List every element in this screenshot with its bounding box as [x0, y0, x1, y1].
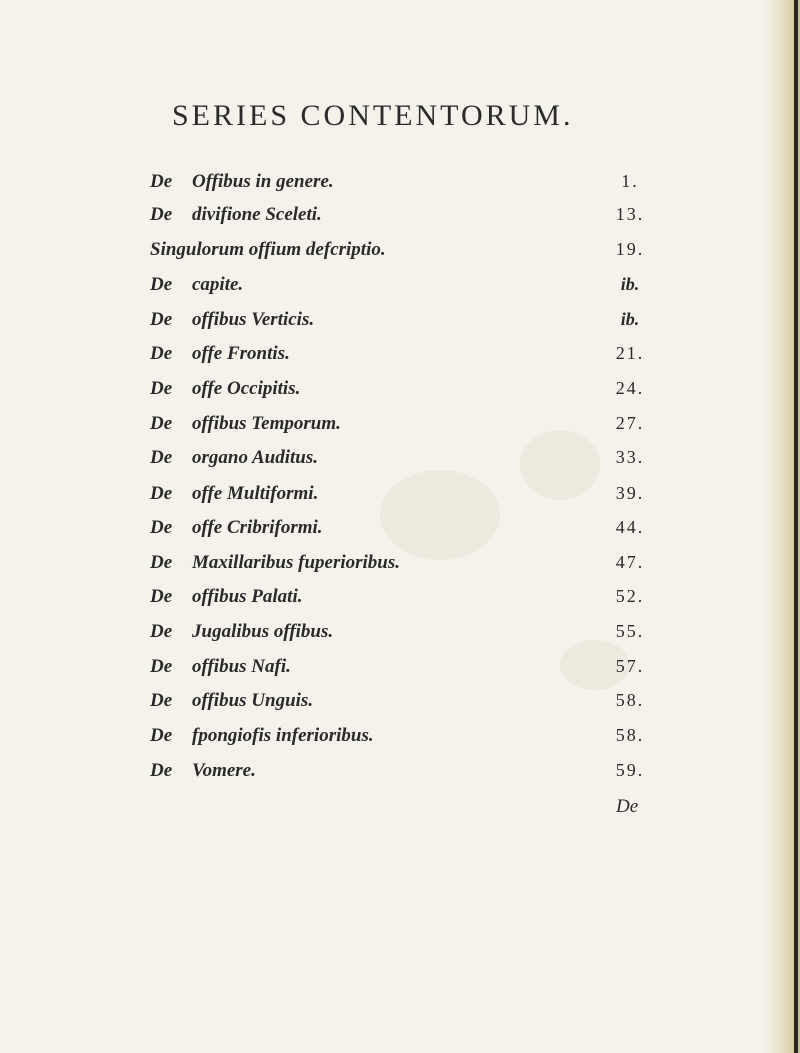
entry-title: fpongiofis inferioribus. [192, 725, 374, 746]
entry-page-number: 55. [615, 621, 645, 641]
entry-title: capite. [192, 274, 244, 295]
entry-title: Offibus in genere. [192, 171, 334, 192]
entry-page-number: 57. [615, 656, 645, 676]
entry-title: Maxillaribus fuperioribus. [192, 552, 400, 573]
toc-entry [150, 760, 660, 794]
entry-prefix: De [150, 586, 173, 607]
catchword: De [616, 796, 639, 817]
toc-entry [150, 343, 660, 377]
entry-page-number: 33. [615, 447, 645, 467]
entry-prefix: De [150, 656, 173, 677]
toc-entry [150, 378, 660, 412]
toc-entry [150, 171, 660, 205]
entry-page-number: 58. [615, 690, 645, 710]
entry-page-number: 1. [621, 171, 639, 191]
entry-title: offibus Palati. [192, 586, 303, 607]
toc-entry [150, 656, 660, 690]
toc-entry [150, 309, 660, 343]
entry-title: offibus Verticis. [192, 309, 315, 330]
entry-title: divifione Sceleti. [192, 204, 322, 225]
entry-title: offe Occipitis. [192, 378, 301, 399]
entry-page-number: 44. [615, 517, 645, 537]
toc-entry [150, 621, 660, 655]
entry-prefix: De [150, 725, 173, 746]
entry-title: offibus Unguis. [192, 690, 314, 711]
entry-prefix: De [150, 447, 173, 468]
entry-page-number: 21. [615, 343, 645, 363]
toc-entry [150, 274, 660, 308]
entry-prefix: De [150, 517, 173, 538]
entry-title: offibus Temporum. [192, 413, 341, 434]
entry-prefix: De [150, 552, 173, 573]
entry-prefix: De [150, 204, 173, 225]
entry-title: offe Multiformi. [192, 483, 319, 504]
entry-title: Vomere. [192, 760, 256, 781]
entry-title: Jugalibus offibus. [192, 621, 334, 642]
toc-entry [150, 725, 660, 759]
entry-page-number: ib. [620, 274, 640, 294]
entry-prefix: De [150, 274, 173, 295]
toc-entry [150, 690, 660, 724]
entry-page-number: 24. [615, 378, 645, 398]
entry-prefix: De [150, 483, 173, 504]
entry-prefix: De [150, 760, 173, 781]
entry-prefix: De [150, 309, 173, 330]
entry-prefix: De [150, 343, 173, 364]
entry-title: offe Cribriformi. [192, 517, 323, 538]
toc-entry [150, 517, 660, 551]
toc-entry [150, 552, 660, 586]
entry-page-number: 58. [615, 725, 645, 745]
toc-entry [150, 586, 660, 620]
entry-page-number: 59. [615, 760, 645, 780]
toc-entry [150, 204, 660, 238]
entry-page-number: 19. [615, 239, 645, 259]
entry-page-number: 52. [615, 586, 645, 606]
toc-entry [150, 483, 660, 517]
entry-page-number: 27. [615, 413, 645, 433]
entry-prefix: De [150, 171, 173, 192]
entry-page-number: ib. [620, 309, 640, 329]
entry-title: Singulorum offium defcriptio. [150, 239, 386, 260]
entry-prefix: De [150, 378, 173, 399]
entry-prefix: De [150, 690, 173, 711]
toc-entry [150, 239, 660, 273]
entry-prefix: De [150, 413, 173, 434]
entry-title: organo Auditus. [192, 447, 319, 468]
entry-page-number: 47. [615, 552, 645, 572]
entry-title: offe Frontis. [192, 343, 290, 364]
entry-prefix: De [150, 621, 173, 642]
entry-title: offibus Nafi. [192, 656, 291, 677]
entry-page-number: 13. [615, 204, 645, 224]
page-title: SERIES CONTENTORUM. [172, 99, 574, 132]
toc-entry [150, 447, 660, 481]
entry-page-number: 39. [615, 483, 645, 503]
toc-entry [150, 413, 660, 447]
